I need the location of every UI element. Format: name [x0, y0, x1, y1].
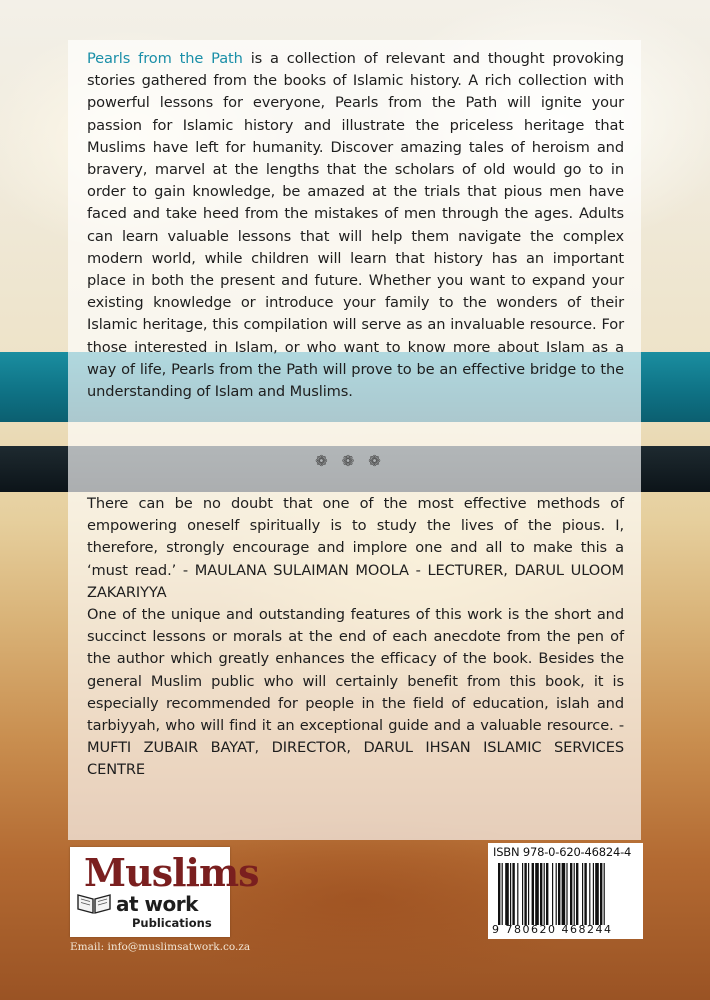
barcode-digits: 9 780620 468244: [492, 923, 613, 936]
book-title-lead: Pearls from the Path: [87, 50, 243, 67]
logo-muslims-word: Muslims: [84, 850, 259, 895]
isbn-barcode: [488, 843, 643, 939]
publisher-logo: [70, 847, 259, 937]
flower-ornament-icon: ❁: [341, 452, 369, 470]
publisher-email: Email: info@muslimsatwork.co.za: [70, 941, 251, 953]
isbn-label: ISBN 978-0-620-46824-4: [493, 845, 632, 859]
logo-at-work-word: at work: [116, 892, 198, 916]
description-text: is a collection of relevant and thought provoking stories gathered from the books of Islamic history. A rich collection with powerful lessons for everyone, Pearls from the Path will ignite your passion for Islamic history and illustrate the priceless heritage that Muslims have left for humanity. Discover amazing tales of heroism and bravery, marvel at the lengths that the scholars of old would go to in order to gain knowledge, be amazed at the trials that pious men have faced and take heed from the mistakes of men through the ages. Adults can learn valuable lessons that will help them navigate the complex modern world, while children will learn that history has an important place in both the present and future. Whether you want to expand your existing knowledge or introduce your family to the wonders of their Islamic heritage, this compilation will serve as an invaluable resource. For those interested in Islam, or who want to know more about Islam as a way of life, Pearls from the Path will prove to be an effective bridge to the understanding of Islam and Muslims.: [87, 50, 624, 401]
endorsement-bayat: One of the unique and outstanding features of this work is the short and succinct lessons or morals at the end of each anecdote from the pen of the author which greatly enhances the efficacy of the book. Besides the general Muslim public who will certainly benefit from this book, it is especially recommended for people in the field of education, islah and tarbiyyah, who will find it an exceptional guide and a valuable resource. - MUFTI ZUBAIR BAYAT, DIRECTOR, DARUL IHSAN ISLAMIC SERVICES CENTRE: [87, 606, 624, 779]
description-paragraph: [87, 48, 624, 403]
flower-ornament-icon: ❁: [315, 452, 342, 470]
logo-publications-word: Publications: [132, 916, 212, 930]
endorsement-moola: There can be no doubt that one of the most effective methods of empowering oneself spiritually is to study the lives of the pious. I, therefore, strongly encourage and implore one and all to make this a ‘must read.’ - MAULANA SULAIMAN MOOLA - LECTURER, DARUL ULOOM ZAKARIYYA: [87, 495, 624, 601]
barcode-bars: [498, 863, 634, 925]
ornament-divider: [0, 452, 710, 470]
flower-ornament-icon: ❁: [368, 452, 395, 470]
